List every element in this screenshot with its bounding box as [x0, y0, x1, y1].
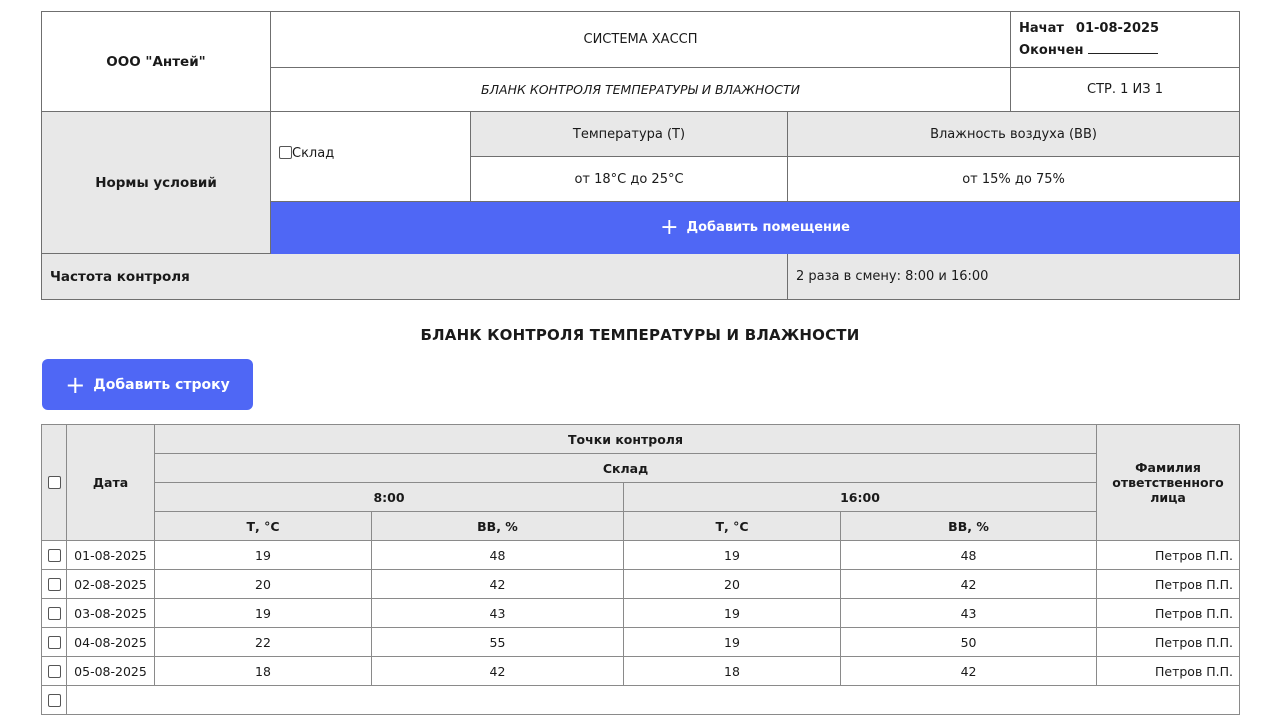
room-name: Склад	[292, 146, 335, 161]
table-row	[42, 657, 1240, 686]
row-temp-afternoon[interactable]: 20	[624, 570, 841, 599]
row-responsible[interactable]: Петров П.П.	[1097, 570, 1240, 599]
row-humidity-afternoon[interactable]: 48	[841, 541, 1097, 570]
row-humidity-afternoon[interactable]: 50	[841, 628, 1097, 657]
row-humidity-afternoon[interactable]: 43	[841, 599, 1097, 628]
row-temp-morning[interactable]: 19	[155, 599, 372, 628]
row-temp-morning[interactable]: 19	[155, 541, 372, 570]
row-checkbox[interactable]	[48, 694, 61, 707]
add-row-label: Добавить строку	[93, 376, 230, 393]
row-responsible[interactable]: Петров П.П.	[1097, 657, 1240, 686]
select-all-checkbox[interactable]	[48, 476, 61, 489]
row-humidity-morning[interactable]: 42	[372, 657, 624, 686]
date-header: Дата	[67, 425, 155, 541]
humidity-col-header: ВВ, %	[372, 512, 624, 541]
form-title: БЛАНК КОНТРОЛЯ ТЕМПЕРАТУРЫ И ВЛАЖНОСТИ	[271, 68, 1011, 112]
time-header-afternoon: 16:00	[624, 483, 1097, 512]
finished-label: Окончен	[1019, 42, 1084, 58]
temp-col-header: Т, °С	[155, 512, 372, 541]
row-humidity-morning[interactable]: 55	[372, 628, 624, 657]
system-name: СИСТЕМА ХАССП	[271, 12, 1011, 68]
page-title: БЛАНК КОНТРОЛЯ ТЕМПЕРАТУРЫ И ВЛАЖНОСТИ	[420, 326, 860, 344]
row-temp-afternoon[interactable]: 19	[624, 599, 841, 628]
plus-icon: +	[65, 370, 86, 399]
row-checkbox[interactable]	[48, 549, 61, 562]
row-responsible[interactable]: Петров П.П.	[1097, 628, 1240, 657]
finished-date-blank[interactable]	[1088, 42, 1158, 54]
empty-row-cell[interactable]	[67, 686, 1240, 715]
started-date: 01-08-2025	[1075, 20, 1160, 36]
row-temp-afternoon[interactable]: 19	[624, 541, 841, 570]
row-checkbox[interactable]	[48, 607, 61, 620]
frequency-label: Частота контроля	[42, 254, 788, 300]
row-date[interactable]: 02-08-2025	[67, 570, 155, 599]
row-date[interactable]: 04-08-2025	[67, 628, 155, 657]
row-humidity-morning[interactable]: 48	[372, 541, 624, 570]
row-temp-morning[interactable]: 20	[155, 570, 372, 599]
table-row	[42, 599, 1240, 628]
row-checkbox[interactable]	[48, 578, 61, 591]
plus-icon: +	[660, 214, 679, 240]
temp-norm-value: от 18°С до 25°С	[471, 157, 788, 202]
row-temp-morning[interactable]: 22	[155, 628, 372, 657]
row-humidity-morning[interactable]: 43	[372, 599, 624, 628]
room-header: Склад	[155, 454, 1097, 483]
row-humidity-afternoon[interactable]: 42	[841, 657, 1097, 686]
humidity-norm-header: Влажность воздуха (ВВ)	[788, 112, 1240, 157]
points-header: Точки контроля	[155, 425, 1097, 454]
humidity-col-header: ВВ, %	[841, 512, 1097, 541]
temp-col-header: Т, °С	[624, 512, 841, 541]
started-label: Начат	[1019, 20, 1064, 36]
row-date[interactable]: 01-08-2025	[67, 541, 155, 570]
row-responsible[interactable]: Петров П.П.	[1097, 599, 1240, 628]
table-row	[42, 570, 1240, 599]
table-row	[42, 541, 1240, 570]
row-temp-afternoon[interactable]: 18	[624, 657, 841, 686]
add-room-button[interactable]	[271, 202, 1240, 254]
form-header-table	[41, 11, 1240, 300]
row-responsible[interactable]: Петров П.П.	[1097, 541, 1240, 570]
row-date[interactable]: 05-08-2025	[67, 657, 155, 686]
room-checkbox[interactable]	[279, 146, 292, 159]
row-temp-morning[interactable]: 18	[155, 657, 372, 686]
date-range	[1011, 12, 1240, 68]
company-name: ООО "Антей"	[42, 12, 271, 112]
page-counter: СТР. 1 ИЗ 1	[1011, 68, 1240, 112]
row-date[interactable]: 03-08-2025	[67, 599, 155, 628]
select-all-cell	[42, 425, 67, 541]
frequency-value: 2 раза в смену: 8:00 и 16:00	[788, 254, 1240, 300]
row-humidity-afternoon[interactable]: 42	[841, 570, 1097, 599]
table-row	[42, 628, 1240, 657]
table-row-empty	[42, 686, 1240, 715]
norms-label: Нормы условий	[42, 112, 271, 254]
add-row-button[interactable]	[42, 359, 253, 410]
row-temp-afternoon[interactable]: 19	[624, 628, 841, 657]
row-checkbox[interactable]	[48, 665, 61, 678]
add-room-label: Добавить помещение	[686, 219, 850, 235]
temp-norm-header: Температура (Т)	[471, 112, 788, 157]
records-table	[41, 424, 1240, 715]
responsible-header: Фамилия ответственного лица	[1097, 425, 1240, 541]
time-header-morning: 8:00	[155, 483, 624, 512]
humidity-norm-value: от 15% до 75%	[788, 157, 1240, 202]
row-checkbox[interactable]	[48, 636, 61, 649]
room-cell	[271, 112, 471, 202]
row-humidity-morning[interactable]: 42	[372, 570, 624, 599]
